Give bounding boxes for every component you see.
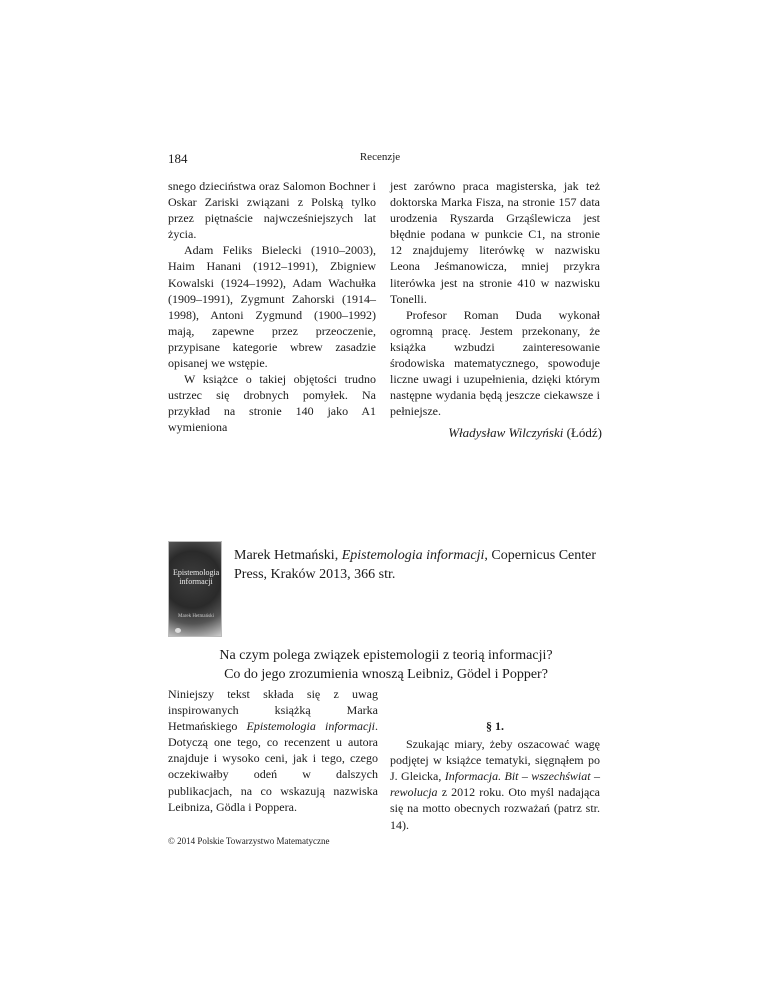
review-end-right-column [390, 178, 600, 419]
running-title: Recenzje [359, 151, 401, 163]
cover-title: Epistemologia informacji [173, 568, 220, 586]
reviewer-place: (Łódź) [566, 425, 602, 440]
paragraph: snego dzieciństwa oraz Salomon Bochner i Oskar Zariski związani z Polską tylko przez piętnaście najwcześniejszych lat życia. [168, 179, 376, 242]
section-heading: § 1. [486, 719, 504, 733]
book-author: Marek Hetmański, [234, 548, 339, 563]
review-intro-column [168, 686, 378, 815]
paragraph: W książce o takiej objętości trudno ustrzec się drobnych pomyłek. Na przykład na stronie 140 jako A1 wymieniona [168, 372, 376, 435]
section-one-column [390, 686, 600, 833]
cover-author: Marek Hetmański [178, 614, 214, 619]
question-line: Na czym polega związek epistemologii z teorią informacji? [219, 648, 553, 663]
paragraph: Adam Feliks Bielecki (1910–2003), Haim Hanani (1912–1991), Zbigniew Kowalski (1924–1992), Adam Wachułka (1909–1991), Zygmunt Zahorski (1914–1998), Antoni Zygmund (1900–1992) mają, zapewne przez przeoczenie, przypisane kategorie wbrew zasadzie opisanej we wstępie. [168, 243, 376, 371]
book-title: Epistemologia informacji [341, 548, 485, 563]
reviewer-name: Władysław Wilczyński [448, 425, 564, 440]
paragraph: Profesor Roman Duda wykonał ogromną pracę. Jestem przekonany, że książka wzbudzi zainteresowanie środowiska matematycznego, spowoduje liczne uwagi i uzupełnienia, dzięki którym następne wydania będą jeszcze ciekawsze i pełniejsze. [390, 307, 600, 419]
copyright-footer: © 2014 Polskie Towarzystwo Matematyczne [168, 836, 330, 846]
book-reference [234, 546, 604, 584]
review-end-left-column [168, 178, 376, 436]
review-question [168, 646, 604, 684]
book-cover-image [168, 541, 222, 637]
book-publication: , Copernicus Center Press, Kraków 2013, 366 str. [234, 548, 597, 582]
reviewer-signature [448, 425, 602, 441]
question-line: Co do jego zrozumienia wnoszą Leibniz, Gödel i Popper? [224, 667, 548, 682]
publisher-logo-icon [175, 628, 181, 633]
page-number: 184 [168, 151, 188, 166]
intro-paragraph: Niniejszy tekst składa się z uwag inspirowanych książką Marka Hetmańskiego Epistemologia informacji. Dotyczą one tego, co recenzent u autora znajduje i wysoko ceni, jak i tego, czego oczekiwałby odeń w dalszych publikacjach, na co wskazują nazwiska Leibniza, Gödla i Poppera. [168, 687, 378, 814]
paragraph: jest zarówno praca magisterska, jak też doktorska Marka Fisza, na stronie 157 data urodzenia Ryszarda Grząślewicza jest błędnie podana w punkcie C1, na stronie 12 znajdujemy literówkę w nazwisku Leona Jeśmanowicza, mniej przykra literówka jest na stronie 410 w nazwisku Tonelli. [390, 179, 600, 306]
section-paragraph: Szukając miary, żeby oszacować wagę podjętej w książce tematyki, sięgnąłem po J. Gleicka, Informacja. Bit – wszechświat – rewolucja z 2012 roku. Oto myśl nadająca się na motto obecnych rozważań (patrz str. 14). [390, 737, 600, 832]
